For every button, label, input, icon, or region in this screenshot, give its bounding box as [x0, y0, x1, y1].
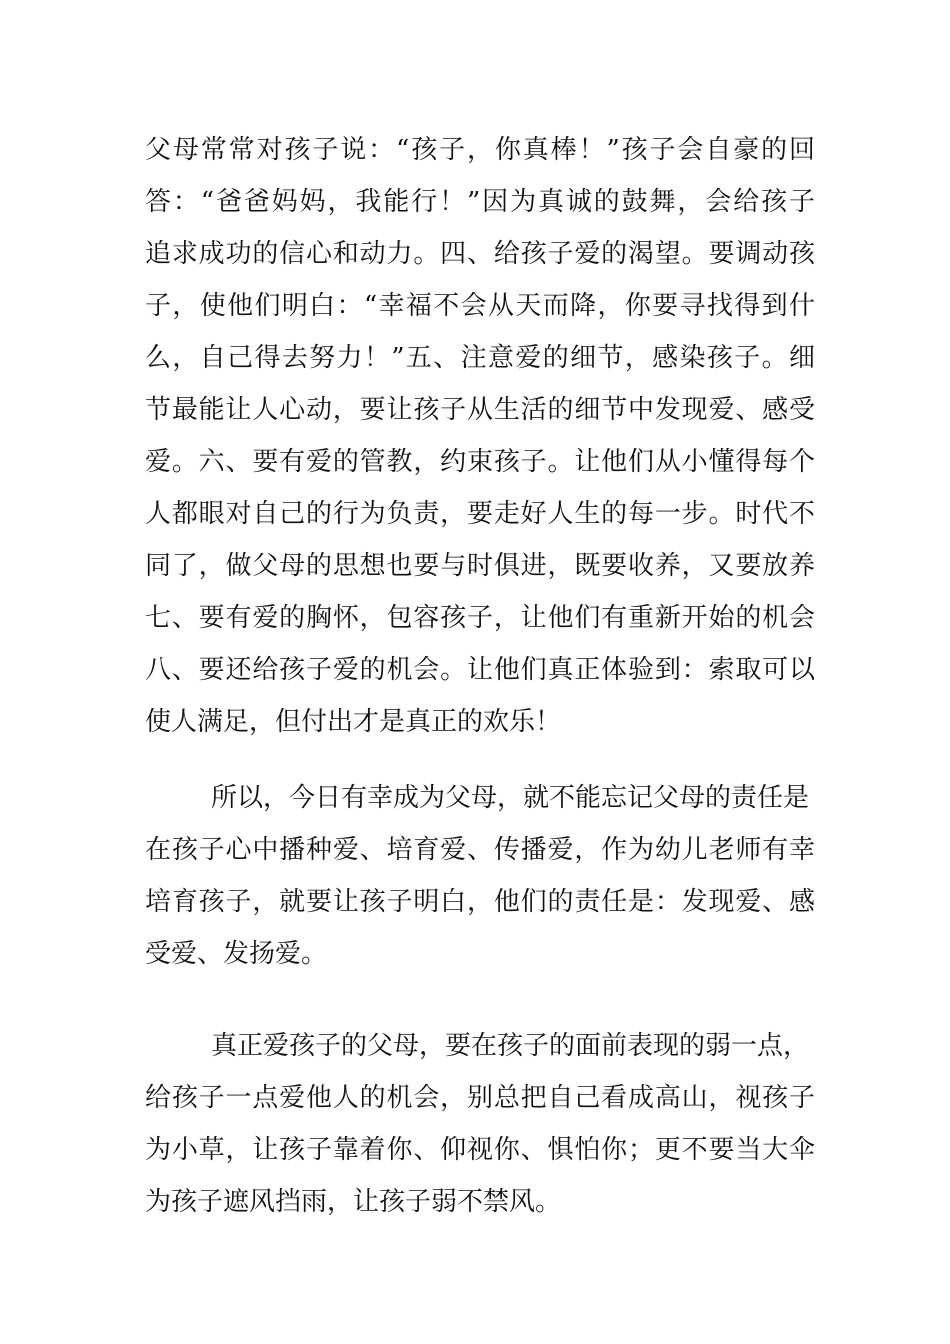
text-line: 为小草，让孩子靠着你、仰视你、惧怕你；更不要当大伞: [145, 1135, 815, 1165]
text-line: 追求成功的信心和动力。四、给孩子爱的渴望。要调动孩: [145, 239, 815, 269]
text-line: 在孩子心中播种爱、培育爱、传播爱，作为幼儿老师有幸: [145, 835, 815, 865]
text-line: 为孩子遮风挡雨，让孩子弱不禁风。: [145, 1187, 562, 1217]
text-line: 培育孩子，就要让孩子明白，他们的责任是：发现爱、感: [145, 887, 815, 917]
text-line: 同了，做父母的思想也要与时俱进，既要收养，又要放养: [145, 551, 815, 581]
text-line: 使人满足，但付出才是真正的欢乐！: [145, 707, 562, 737]
text-line: 父母常常对孩子说：“孩子，你真棒！”孩子会自豪的回: [145, 135, 815, 165]
text-line: 真正爱孩子的父母，要在孩子的面前表现的弱一点，: [211, 1031, 810, 1061]
text-line: 给孩子一点爱他人的机会，别总把自己看成高山，视孩子: [145, 1083, 815, 1113]
text-line: 子，使他们明白：“幸福不会从天而降，你要寻找得到什: [145, 291, 815, 321]
text-line: 受爱、发扬爱。: [145, 939, 328, 969]
text-line: 人都眼对自己的行为负责，要走好人生的每一步。时代不: [145, 499, 815, 529]
text-line: 七、要有爱的胸怀，包容孩子，让他们有重新开始的机会: [145, 603, 815, 633]
text-line: 八、要还给孩子爱的机会。让他们真正体验到：索取可以: [145, 655, 815, 685]
text-line: 节最能让人心动，要让孩子从生活的细节中发现爱、感受: [145, 395, 815, 425]
text-line: 爱。六、要有爱的管教，约束孩子。让他们从小懂得每个: [145, 447, 815, 477]
text-line: 答：“爸爸妈妈，我能行！”因为真诚的鼓舞，会给孩子: [145, 187, 815, 217]
text-line: 么，自己得去努力！”五、注意爱的细节，感染孩子。细: [145, 343, 815, 373]
text-line: 所以，今日有幸成为父母，就不能忘记父母的责任是: [211, 783, 810, 813]
